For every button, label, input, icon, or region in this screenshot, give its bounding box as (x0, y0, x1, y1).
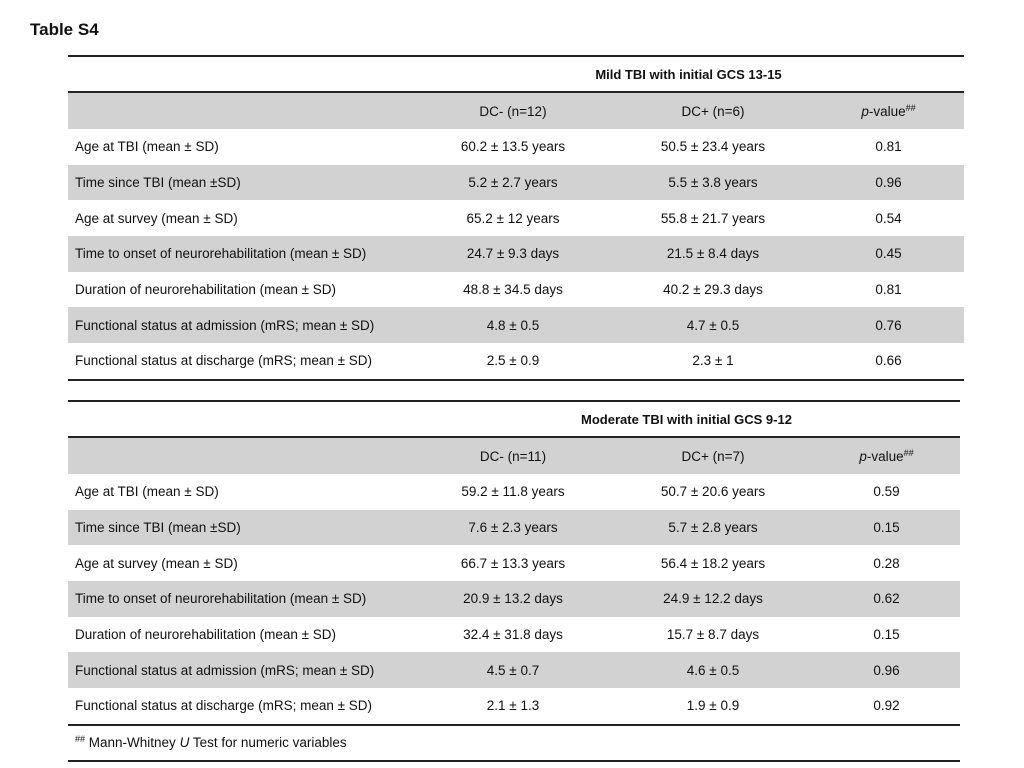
table-caption: Moderate TBI with initial GCS 9-12 (413, 401, 960, 437)
table-row (68, 272, 964, 308)
cell-group1: 2.5 ± 0.9 (413, 343, 613, 380)
table-row (68, 581, 960, 617)
cell-pvalue: 0.66 (813, 343, 964, 380)
cell-group2: 56.4 ± 18.2 years (660, 555, 766, 571)
header-pvalue: p-value## (813, 92, 964, 129)
cell-group2: 50.5 ± 23.4 years (660, 139, 766, 155)
row-label: Duration of neurorehabilitation (mean ± SD) (75, 282, 337, 298)
cell-pvalue: 0.81 (875, 282, 902, 298)
row-label: Functional status at discharge (mRS; mean ± SD) (68, 688, 413, 725)
cell-pvalue: 0.28 (873, 555, 900, 571)
cell-group1: 66.7 ± 13.3 years (460, 555, 566, 571)
header-blank (68, 437, 413, 474)
header-group1: DC- (n=11) (413, 437, 613, 474)
cell-group1: 60.2 ± 13.5 years (460, 139, 566, 155)
cell-group1: 5.2 ± 2.7 years (413, 165, 613, 201)
table-row (68, 307, 964, 343)
row-label: Age at TBI (mean ± SD) (75, 484, 219, 500)
row-label: Time to onset of neurorehabilitation (mean ± SD) (68, 236, 413, 272)
table-row (68, 200, 964, 236)
table-row (68, 129, 964, 165)
moderate-tbi-table (68, 400, 960, 762)
table-row (68, 236, 964, 272)
cell-group1: 7.6 ± 2.3 years (413, 510, 613, 546)
header-group2: DC+ (n=7) (613, 437, 813, 474)
table-row (68, 617, 960, 653)
cell-group1: 24.7 ± 9.3 days (413, 236, 613, 272)
column-header-row (68, 437, 960, 474)
cell-group2: 50.7 ± 20.6 years (660, 484, 766, 500)
cell-group1: 4.5 ± 0.7 (413, 652, 613, 688)
row-label: Functional status at admission (mRS; mean ± SD) (68, 652, 413, 688)
table-row (68, 652, 960, 688)
header-blank (68, 92, 413, 129)
row-label: Time to onset of neurorehabilitation (mean ± SD) (68, 581, 413, 617)
cell-pvalue: 0.15 (873, 627, 900, 643)
footnote-row (68, 725, 960, 761)
cell-group2: 2.3 ± 1 (613, 343, 813, 380)
cell-pvalue: 0.76 (813, 307, 964, 343)
cell-group1: 32.4 ± 31.8 days (463, 627, 563, 643)
cell-group1: 2.1 ± 1.3 (413, 688, 613, 725)
cell-group1: 65.2 ± 12 years (466, 210, 560, 226)
table-caption: Mild TBI with initial GCS 13-15 (413, 56, 964, 92)
cell-group2: 5.7 ± 2.8 years (613, 510, 813, 546)
table-row (68, 545, 960, 581)
cell-group1: 48.8 ± 34.5 days (463, 282, 563, 298)
cell-pvalue: 0.96 (813, 165, 964, 201)
header-group1: DC- (n=12) (413, 92, 613, 129)
cell-group2: 40.2 ± 29.3 days (663, 282, 763, 298)
cell-pvalue: 0.15 (813, 510, 960, 546)
table-row (68, 510, 960, 546)
row-label: Time since TBI (mean ±SD) (68, 165, 413, 201)
cell-group2: 24.9 ± 12.2 days (613, 581, 813, 617)
footnote: ## Mann-Whitney U Test for numeric variables (68, 725, 960, 761)
cell-group2: 4.7 ± 0.5 (613, 307, 813, 343)
mild-tbi-table (68, 55, 964, 381)
cell-pvalue: 0.45 (813, 236, 964, 272)
row-label: Time since TBI (mean ±SD) (68, 510, 413, 546)
cell-group1: 20.9 ± 13.2 days (413, 581, 613, 617)
cell-group2: 4.6 ± 0.5 (613, 652, 813, 688)
header-pvalue: p-value## (813, 437, 960, 474)
cell-pvalue: 0.81 (875, 139, 902, 155)
cell-group2: 5.5 ± 3.8 years (613, 165, 813, 201)
page-title: Table S4 (30, 20, 99, 39)
cell-pvalue: 0.92 (813, 688, 960, 725)
row-label: Age at survey (mean ± SD) (75, 555, 238, 571)
cell-group2: 15.7 ± 8.7 days (666, 627, 760, 643)
cell-pvalue: 0.59 (873, 484, 900, 500)
cell-group1: 59.2 ± 11.8 years (461, 484, 565, 500)
column-header-row (68, 92, 964, 129)
cell-group2: 1.9 ± 0.9 (613, 688, 813, 725)
cell-group1: 4.8 ± 0.5 (413, 307, 613, 343)
row-label: Age at TBI (mean ± SD) (75, 139, 219, 155)
table-caption-row (68, 56, 964, 92)
header-group2: DC+ (n=6) (613, 92, 813, 129)
table-caption-row (68, 401, 960, 437)
row-label: Functional status at admission (mRS; mean ± SD) (68, 307, 413, 343)
table-row (68, 343, 964, 380)
table-row (68, 474, 960, 510)
table-row (68, 165, 964, 201)
cell-pvalue: 0.96 (813, 652, 960, 688)
cell-pvalue: 0.54 (875, 210, 902, 226)
cell-pvalue: 0.62 (813, 581, 960, 617)
table-row (68, 688, 960, 725)
cell-group2: 21.5 ± 8.4 days (613, 236, 813, 272)
row-label: Functional status at discharge (mRS; mean ± SD) (68, 343, 413, 380)
cell-group2: 55.8 ± 21.7 years (660, 210, 766, 226)
row-label: Duration of neurorehabilitation (mean ± SD) (75, 627, 337, 643)
row-label: Age at survey (mean ± SD) (75, 210, 238, 226)
